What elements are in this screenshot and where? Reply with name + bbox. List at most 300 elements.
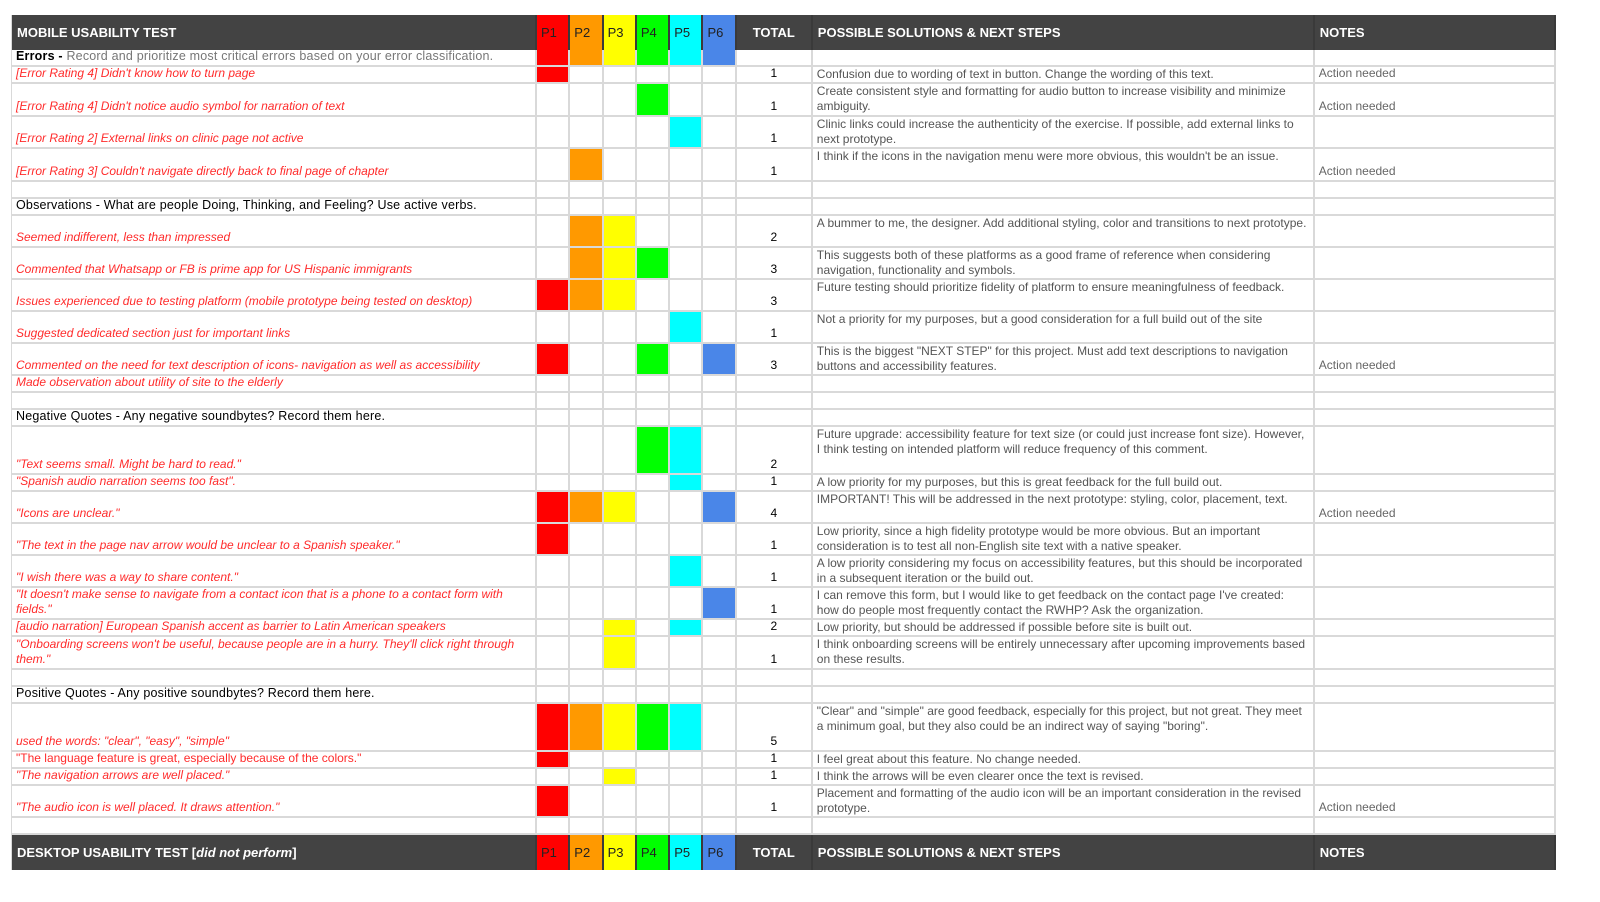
participant-cell-p6[interactable] <box>703 117 736 147</box>
participant-cell-p5[interactable] <box>670 670 703 685</box>
participant-cell-p3[interactable] <box>604 376 637 391</box>
participant-mark-p5[interactable] <box>670 312 703 342</box>
notes-cell[interactable] <box>1315 67 1556 82</box>
header-p2[interactable] <box>570 15 603 50</box>
participant-cell-p4[interactable] <box>637 492 670 522</box>
participant-cell-p6[interactable] <box>703 248 736 278</box>
participant-mark-p3[interactable] <box>604 248 637 278</box>
participant-cell-p4[interactable] <box>637 620 670 635</box>
participant-cell-p5[interactable] <box>670 752 703 767</box>
total-cell[interactable] <box>737 670 813 685</box>
participant-cell-p1[interactable] <box>537 427 570 473</box>
participant-cell-p2[interactable] <box>570 620 603 635</box>
header-notes[interactable] <box>1315 15 1556 50</box>
notes-cell[interactable] <box>1315 117 1556 147</box>
participant-mark-p1[interactable] <box>537 704 570 750</box>
header-p4[interactable] <box>637 15 670 50</box>
participant-cell-p1[interactable] <box>537 620 570 635</box>
solution-cell[interactable] <box>813 637 1315 668</box>
issue-cell[interactable] <box>11 637 537 668</box>
solution-cell[interactable] <box>813 620 1315 635</box>
participant-mark-p1[interactable] <box>537 786 570 816</box>
participant-cell-p2[interactable] <box>570 376 603 391</box>
participant-cell-p2[interactable] <box>570 524 603 554</box>
solution-cell[interactable] <box>813 84 1315 115</box>
participant-mark-p5[interactable] <box>670 704 703 750</box>
total-cell[interactable] <box>737 117 813 147</box>
issue-cell[interactable] <box>11 556 537 586</box>
participant-cell-p3[interactable] <box>604 393 637 408</box>
notes-cell[interactable] <box>1315 620 1556 635</box>
notes-cell[interactable] <box>1315 752 1556 767</box>
participant-mark-p3[interactable] <box>604 50 637 65</box>
notes-cell[interactable] <box>1315 199 1556 214</box>
participant-cell-p6[interactable] <box>703 670 736 685</box>
participant-mark-p2[interactable] <box>570 149 603 180</box>
participant-cell-p3[interactable] <box>604 588 637 618</box>
participant-mark-p3[interactable] <box>604 280 637 310</box>
total-cell[interactable] <box>737 50 813 65</box>
participant-cell-p6[interactable] <box>703 687 736 702</box>
participant-mark-p6[interactable] <box>703 50 736 65</box>
participant-mark-p1[interactable] <box>537 752 570 767</box>
issue-cell[interactable] <box>11 344 537 374</box>
participant-mark-p4[interactable] <box>637 704 670 750</box>
participant-cell-p2[interactable] <box>570 393 603 408</box>
participant-cell-p1[interactable] <box>537 182 570 197</box>
participant-cell-p3[interactable] <box>604 427 637 473</box>
participant-cell-p2[interactable] <box>570 182 603 197</box>
participant-cell-p3[interactable] <box>604 687 637 702</box>
participant-cell-p5[interactable] <box>670 393 703 408</box>
issue-cell[interactable] <box>11 704 537 750</box>
participant-cell-p5[interactable] <box>670 818 703 833</box>
participant-cell-p2[interactable] <box>570 199 603 214</box>
issue-cell[interactable] <box>11 620 537 635</box>
participant-cell-p6[interactable] <box>703 769 736 784</box>
solution-cell[interactable] <box>813 410 1315 425</box>
participant-cell-p1[interactable] <box>537 199 570 214</box>
header-total[interactable] <box>737 15 813 50</box>
participant-cell-p6[interactable] <box>703 410 736 425</box>
total-cell[interactable] <box>737 818 813 833</box>
solution-cell[interactable] <box>813 182 1315 197</box>
participant-cell-p1[interactable] <box>537 475 570 490</box>
participant-cell-p2[interactable] <box>570 588 603 618</box>
participant-cell-p1[interactable] <box>537 376 570 391</box>
participant-cell-p3[interactable] <box>604 752 637 767</box>
participant-cell-p2[interactable] <box>570 67 603 82</box>
header-p1[interactable] <box>537 15 570 50</box>
solution-cell[interactable] <box>813 670 1315 685</box>
participant-cell-p4[interactable] <box>637 556 670 586</box>
participant-cell-p6[interactable] <box>703 620 736 635</box>
participant-cell-p4[interactable] <box>637 216 670 246</box>
participant-cell-p5[interactable] <box>670 637 703 668</box>
issue-cell[interactable] <box>11 50 537 65</box>
solution-cell[interactable] <box>813 556 1315 586</box>
total-cell[interactable] <box>737 393 813 408</box>
notes-cell[interactable] <box>1315 410 1556 425</box>
total-cell[interactable] <box>737 410 813 425</box>
notes-cell[interactable] <box>1315 393 1556 408</box>
participant-mark-p1[interactable] <box>537 344 570 374</box>
notes-cell[interactable] <box>1315 376 1556 391</box>
total-cell[interactable] <box>737 427 813 473</box>
notes-cell[interactable] <box>1315 786 1556 816</box>
total-cell[interactable] <box>737 344 813 374</box>
issue-cell[interactable] <box>11 524 537 554</box>
total-cell[interactable] <box>737 588 813 618</box>
notes-cell[interactable] <box>1315 492 1556 522</box>
participant-cell-p2[interactable] <box>570 556 603 586</box>
participant-cell-p3[interactable] <box>604 117 637 147</box>
participant-cell-p2[interactable] <box>570 818 603 833</box>
solution-cell[interactable] <box>813 149 1315 180</box>
total-cell[interactable] <box>737 182 813 197</box>
solution-cell[interactable] <box>813 312 1315 342</box>
participant-cell-p4[interactable] <box>637 199 670 214</box>
issue-cell[interactable] <box>11 492 537 522</box>
participant-cell-p5[interactable] <box>670 280 703 310</box>
participant-cell-p4[interactable] <box>637 786 670 816</box>
participant-mark-p1[interactable] <box>537 67 570 82</box>
total-cell[interactable] <box>737 376 813 391</box>
participant-cell-p2[interactable] <box>570 752 603 767</box>
notes-cell[interactable] <box>1315 556 1556 586</box>
participant-cell-p1[interactable] <box>537 637 570 668</box>
participant-cell-p6[interactable] <box>703 637 736 668</box>
participant-mark-p1[interactable] <box>537 280 570 310</box>
solution-cell[interactable] <box>813 117 1315 147</box>
participant-cell-p5[interactable] <box>670 687 703 702</box>
solution-cell[interactable] <box>813 704 1315 750</box>
total-cell[interactable] <box>737 475 813 490</box>
participant-cell-p6[interactable] <box>703 182 736 197</box>
participant-mark-p2[interactable] <box>570 50 603 65</box>
participant-cell-p2[interactable] <box>570 670 603 685</box>
participant-mark-p1[interactable] <box>537 50 570 65</box>
total-cell[interactable] <box>737 769 813 784</box>
notes-cell[interactable] <box>1315 524 1556 554</box>
solution-cell[interactable] <box>813 818 1315 833</box>
participant-mark-p3[interactable] <box>604 637 637 668</box>
issue-cell[interactable] <box>11 769 537 784</box>
participant-cell-p6[interactable] <box>703 393 736 408</box>
header-p3[interactable] <box>604 15 637 50</box>
participant-cell-p5[interactable] <box>670 786 703 816</box>
participant-cell-p5[interactable] <box>670 248 703 278</box>
solution-cell[interactable] <box>813 50 1315 65</box>
notes-cell[interactable] <box>1315 427 1556 473</box>
participant-cell-p4[interactable] <box>637 524 670 554</box>
participant-mark-p4[interactable] <box>637 427 670 473</box>
participant-cell-p1[interactable] <box>537 117 570 147</box>
participant-cell-p2[interactable] <box>570 769 603 784</box>
issue-cell[interactable] <box>11 117 537 147</box>
participant-cell-p6[interactable] <box>703 704 736 750</box>
issue-cell[interactable] <box>11 182 537 197</box>
issue-cell[interactable] <box>11 410 537 425</box>
participant-mark-p2[interactable] <box>570 492 603 522</box>
total-cell[interactable] <box>737 84 813 115</box>
participant-cell-p2[interactable] <box>570 84 603 115</box>
notes-cell[interactable] <box>1315 149 1556 180</box>
participant-cell-p5[interactable] <box>670 588 703 618</box>
participant-mark-p3[interactable] <box>604 704 637 750</box>
participant-cell-p5[interactable] <box>670 376 703 391</box>
participant-cell-p4[interactable] <box>637 818 670 833</box>
participant-cell-p2[interactable] <box>570 687 603 702</box>
participant-cell-p3[interactable] <box>604 312 637 342</box>
total-cell[interactable] <box>737 312 813 342</box>
issue-cell[interactable] <box>11 376 537 391</box>
participant-cell-p4[interactable] <box>637 376 670 391</box>
participant-cell-p4[interactable] <box>637 637 670 668</box>
participant-cell-p5[interactable] <box>670 344 703 374</box>
participant-mark-p5[interactable] <box>670 620 703 635</box>
issue-cell[interactable] <box>11 67 537 82</box>
solution-cell[interactable] <box>813 475 1315 490</box>
desktop-title-cell[interactable] <box>11 835 537 870</box>
issue-cell[interactable] <box>11 475 537 490</box>
desktop-header-p6[interactable] <box>703 835 736 870</box>
total-cell[interactable] <box>737 786 813 816</box>
issue-cell[interactable] <box>11 670 537 685</box>
total-cell[interactable] <box>737 620 813 635</box>
participant-cell-p4[interactable] <box>637 312 670 342</box>
participant-cell-p1[interactable] <box>537 84 570 115</box>
participant-cell-p1[interactable] <box>537 588 570 618</box>
participant-cell-p6[interactable] <box>703 67 736 82</box>
participant-cell-p4[interactable] <box>637 670 670 685</box>
participant-cell-p3[interactable] <box>604 67 637 82</box>
participant-cell-p1[interactable] <box>537 393 570 408</box>
participant-mark-p2[interactable] <box>570 280 603 310</box>
participant-mark-p5[interactable] <box>670 50 703 65</box>
participant-cell-p4[interactable] <box>637 410 670 425</box>
desktop-header-p1[interactable] <box>537 835 570 870</box>
participant-cell-p6[interactable] <box>703 752 736 767</box>
solution-cell[interactable] <box>813 67 1315 82</box>
participant-cell-p2[interactable] <box>570 410 603 425</box>
participant-mark-p1[interactable] <box>537 524 570 554</box>
participant-cell-p1[interactable] <box>537 769 570 784</box>
participant-cell-p4[interactable] <box>637 588 670 618</box>
notes-cell[interactable] <box>1315 248 1556 278</box>
total-cell[interactable] <box>737 524 813 554</box>
participant-mark-p5[interactable] <box>670 475 703 490</box>
header-title-cell[interactable] <box>11 15 537 50</box>
participant-cell-p6[interactable] <box>703 556 736 586</box>
desktop-header-p2[interactable] <box>570 835 603 870</box>
solution-cell[interactable] <box>813 524 1315 554</box>
participant-cell-p3[interactable] <box>604 475 637 490</box>
notes-cell[interactable] <box>1315 818 1556 833</box>
solution-cell[interactable] <box>813 427 1315 473</box>
solution-cell[interactable] <box>813 344 1315 374</box>
total-cell[interactable] <box>737 149 813 180</box>
desktop-header-p3[interactable] <box>604 835 637 870</box>
solution-cell[interactable] <box>813 199 1315 214</box>
participant-cell-p2[interactable] <box>570 475 603 490</box>
participant-cell-p3[interactable] <box>604 182 637 197</box>
participant-cell-p5[interactable] <box>670 410 703 425</box>
solution-cell[interactable] <box>813 588 1315 618</box>
participant-cell-p5[interactable] <box>670 216 703 246</box>
solution-cell[interactable] <box>813 393 1315 408</box>
participant-cell-p1[interactable] <box>537 670 570 685</box>
participant-cell-p2[interactable] <box>570 117 603 147</box>
solution-cell[interactable] <box>813 769 1315 784</box>
issue-cell[interactable] <box>11 427 537 473</box>
notes-cell[interactable] <box>1315 637 1556 668</box>
participant-cell-p1[interactable] <box>537 556 570 586</box>
participant-cell-p3[interactable] <box>604 84 637 115</box>
participant-cell-p5[interactable] <box>670 84 703 115</box>
participant-cell-p4[interactable] <box>637 67 670 82</box>
participant-cell-p1[interactable] <box>537 687 570 702</box>
notes-cell[interactable] <box>1315 216 1556 246</box>
issue-cell[interactable] <box>11 588 537 618</box>
issue-cell[interactable] <box>11 216 537 246</box>
participant-mark-p5[interactable] <box>670 427 703 473</box>
notes-cell[interactable] <box>1315 769 1556 784</box>
participant-cell-p6[interactable] <box>703 524 736 554</box>
desktop-header-solutions[interactable] <box>813 835 1315 870</box>
notes-cell[interactable] <box>1315 704 1556 750</box>
participant-cell-p5[interactable] <box>670 199 703 214</box>
participant-cell-p6[interactable] <box>703 149 736 180</box>
participant-cell-p4[interactable] <box>637 752 670 767</box>
participant-mark-p4[interactable] <box>637 248 670 278</box>
participant-mark-p4[interactable] <box>637 50 670 65</box>
participant-mark-p5[interactable] <box>670 556 703 586</box>
total-cell[interactable] <box>737 752 813 767</box>
participant-cell-p3[interactable] <box>604 556 637 586</box>
participant-cell-p5[interactable] <box>670 524 703 554</box>
participant-cell-p5[interactable] <box>670 492 703 522</box>
participant-cell-p2[interactable] <box>570 637 603 668</box>
issue-cell[interactable] <box>11 393 537 408</box>
participant-cell-p1[interactable] <box>537 410 570 425</box>
solution-cell[interactable] <box>813 280 1315 310</box>
issue-cell[interactable] <box>11 752 537 767</box>
notes-cell[interactable] <box>1315 84 1556 115</box>
participant-cell-p2[interactable] <box>570 312 603 342</box>
participant-cell-p6[interactable] <box>703 818 736 833</box>
header-p6[interactable] <box>703 15 736 50</box>
participant-mark-p6[interactable] <box>703 588 736 618</box>
notes-cell[interactable] <box>1315 50 1556 65</box>
issue-cell[interactable] <box>11 149 537 180</box>
participant-cell-p6[interactable] <box>703 786 736 816</box>
participant-mark-p4[interactable] <box>637 84 670 115</box>
participant-cell-p6[interactable] <box>703 312 736 342</box>
participant-cell-p4[interactable] <box>637 117 670 147</box>
participant-cell-p3[interactable] <box>604 524 637 554</box>
participant-cell-p1[interactable] <box>537 248 570 278</box>
participant-cell-p4[interactable] <box>637 687 670 702</box>
notes-cell[interactable] <box>1315 670 1556 685</box>
total-cell[interactable] <box>737 637 813 668</box>
participant-cell-p2[interactable] <box>570 344 603 374</box>
header-solutions[interactable] <box>813 15 1315 50</box>
issue-cell[interactable] <box>11 199 537 214</box>
notes-cell[interactable] <box>1315 344 1556 374</box>
participant-cell-p4[interactable] <box>637 393 670 408</box>
solution-cell[interactable] <box>813 687 1315 702</box>
participant-cell-p5[interactable] <box>670 149 703 180</box>
participant-cell-p4[interactable] <box>637 769 670 784</box>
total-cell[interactable] <box>737 199 813 214</box>
participant-cell-p3[interactable] <box>604 786 637 816</box>
participant-cell-p2[interactable] <box>570 427 603 473</box>
total-cell[interactable] <box>737 704 813 750</box>
participant-mark-p5[interactable] <box>670 117 703 147</box>
participant-cell-p6[interactable] <box>703 376 736 391</box>
participant-cell-p3[interactable] <box>604 199 637 214</box>
notes-cell[interactable] <box>1315 687 1556 702</box>
participant-mark-p6[interactable] <box>703 344 736 374</box>
participant-cell-p6[interactable] <box>703 475 736 490</box>
total-cell[interactable] <box>737 687 813 702</box>
participant-mark-p4[interactable] <box>637 344 670 374</box>
solution-cell[interactable] <box>813 752 1315 767</box>
participant-cell-p4[interactable] <box>637 280 670 310</box>
issue-cell[interactable] <box>11 312 537 342</box>
participant-mark-p6[interactable] <box>703 492 736 522</box>
participant-cell-p1[interactable] <box>537 216 570 246</box>
total-cell[interactable] <box>737 67 813 82</box>
notes-cell[interactable] <box>1315 475 1556 490</box>
participant-cell-p5[interactable] <box>670 769 703 784</box>
total-cell[interactable] <box>737 216 813 246</box>
participant-cell-p6[interactable] <box>703 427 736 473</box>
participant-mark-p2[interactable] <box>570 248 603 278</box>
solution-cell[interactable] <box>813 248 1315 278</box>
participant-cell-p1[interactable] <box>537 818 570 833</box>
issue-cell[interactable] <box>11 687 537 702</box>
participant-cell-p3[interactable] <box>604 149 637 180</box>
participant-mark-p2[interactable] <box>570 216 603 246</box>
desktop-header-notes[interactable] <box>1315 835 1556 870</box>
participant-mark-p3[interactable] <box>604 620 637 635</box>
participant-cell-p3[interactable] <box>604 670 637 685</box>
participant-mark-p3[interactable] <box>604 492 637 522</box>
participant-cell-p4[interactable] <box>637 149 670 180</box>
issue-cell[interactable] <box>11 84 537 115</box>
participant-cell-p4[interactable] <box>637 475 670 490</box>
notes-cell[interactable] <box>1315 588 1556 618</box>
total-cell[interactable] <box>737 492 813 522</box>
issue-cell[interactable] <box>11 818 537 833</box>
participant-cell-p6[interactable] <box>703 216 736 246</box>
participant-mark-p3[interactable] <box>604 769 637 784</box>
desktop-header-total[interactable] <box>737 835 813 870</box>
issue-cell[interactable] <box>11 786 537 816</box>
participant-cell-p1[interactable] <box>537 149 570 180</box>
participant-cell-p3[interactable] <box>604 344 637 374</box>
participant-cell-p3[interactable] <box>604 818 637 833</box>
participant-cell-p3[interactable] <box>604 410 637 425</box>
participant-cell-p5[interactable] <box>670 182 703 197</box>
issue-cell[interactable] <box>11 280 537 310</box>
participant-cell-p6[interactable] <box>703 280 736 310</box>
issue-cell[interactable] <box>11 248 537 278</box>
desktop-header-p5[interactable] <box>670 835 703 870</box>
total-cell[interactable] <box>737 556 813 586</box>
